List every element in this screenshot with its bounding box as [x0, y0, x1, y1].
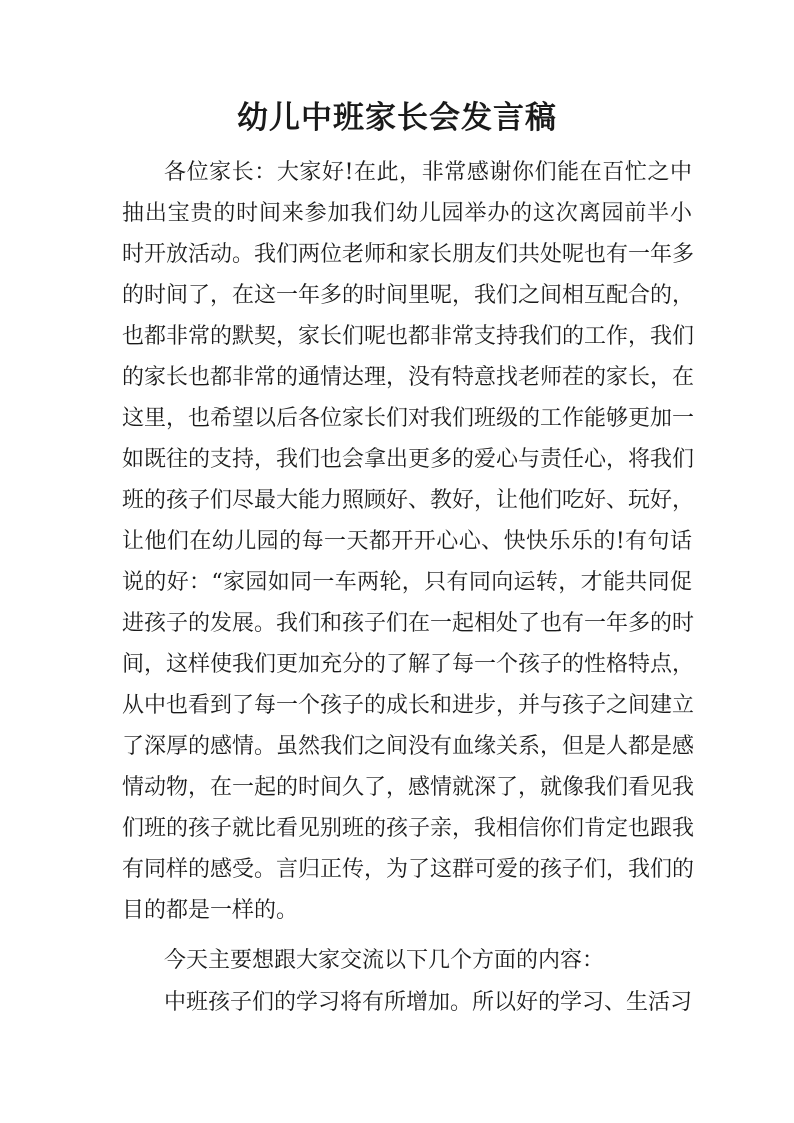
paragraph-line: 各位家长：大家好!在此，非常感谢你们能在百忙之中	[164, 160, 692, 185]
paragraph-line: 的时间了，在这一年多的时间里呢，我们之间相互配合的，	[122, 283, 695, 308]
paragraph-line: 让他们在幼儿园的每一天都开开心心、快快乐乐的!有句话	[122, 529, 692, 554]
paragraph-line: 间，这样使我们更加充分的了解了每一个孩子的性格特点，	[122, 652, 695, 677]
paragraph-line: 如既往的支持，我们也会拿出更多的爱心与责任心，将我们	[122, 447, 695, 472]
paragraph-line: 也都非常的默契，家长们呢也都非常支持我们的工作，我们	[122, 324, 695, 349]
paragraph-line: 说的好：“家园如同一车两轮，只有同向运转，才能共同促	[122, 570, 692, 595]
document-title: 幼儿中班家长会发言稿	[237, 100, 557, 136]
paragraph-line: 有同样的感受。言归正传，为了这群可爱的孩子们，我们的	[122, 857, 695, 882]
paragraph-line: 的家长也都非常的通情达理，没有特意找老师茬的家长，在	[122, 365, 695, 390]
paragraph-line: 情动物，在一起的时间久了，感情就深了，就像我们看见我	[122, 775, 695, 800]
paragraph-line: 今天主要想跟大家交流以下几个方面的内容：	[164, 948, 605, 973]
paragraph-line: 班的孩子们尽最大能力照顾好、教好，让他们吃好、玩好，	[122, 488, 695, 513]
paragraph-line: 们班的孩子就比看见别班的孩子亲，我相信你们肯定也跟我	[122, 816, 695, 841]
paragraph-line: 了深厚的感情。虽然我们之间没有血缘关系，但是人都是感	[122, 734, 695, 759]
paragraph-line: 从中也看到了每一个孩子的成长和进步，并与孩子之间建立	[122, 693, 695, 718]
paragraph-line: 中班孩子们的学习将有所增加。所以好的学习、生活习	[164, 990, 693, 1015]
paragraph-line: 抽出宝贵的时间来参加我们幼儿园举办的这次离园前半小	[122, 201, 692, 226]
paragraph-line: 进孩子的发展。我们和孩子们在一起相处了也有一年多的时	[122, 611, 695, 636]
paragraph-line: 时开放活动。我们两位老师和家长朋友们共处呢也有一年多	[122, 242, 695, 267]
paragraph-line: 这里，也希望以后各位家长们对我们班级的工作能够更加一	[122, 406, 695, 431]
paragraph-line: 目的都是一样的。	[122, 898, 299, 923]
